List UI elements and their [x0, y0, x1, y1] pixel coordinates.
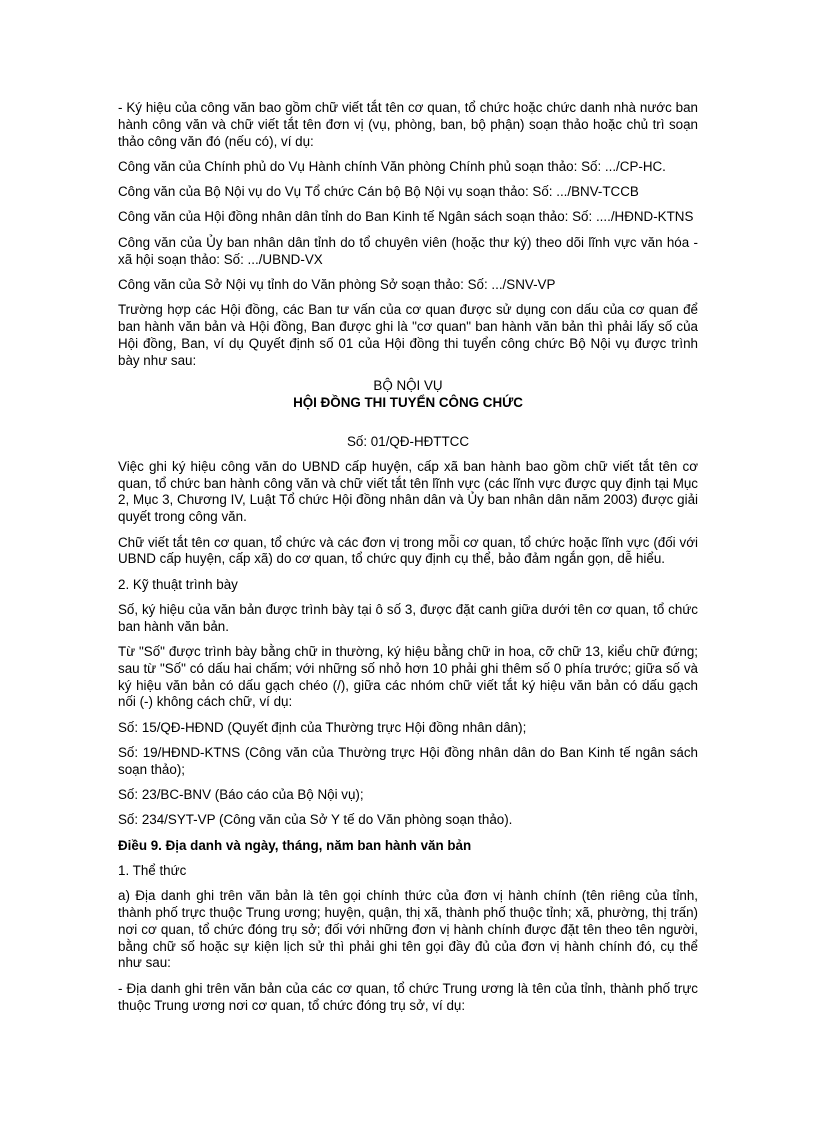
- example-line: Số: 23/BC-BNV (Báo cáo của Bộ Nội vụ);: [118, 787, 364, 803]
- paragraph: Trường hợp các Hội đồng, các Ban tư vấn của cơ quan được sử dụng con dấu của cơ quan để ban hành văn bản và Hội đồng, Ban được ghi là "cơ quan" ban hành văn bản thì phải lấy số của Hội đồng, Ban, ví dụ Quyết định số 01 của Hội đồng thi tuyển công chức Bộ Nội vụ được trình bày như sau:: [118, 302, 698, 368]
- paragraph: Từ "Số" được trình bày bằng chữ in thường, ký hiệu bằng chữ in hoa, cỡ chữ 13, kiểu chữ đứng; sau từ "Số" có dấu hai chấm; với những số nhỏ hơn 10 phải ghi thêm số 0 phía trước; giữa số và ký hiệu văn bản có dấu gạch chéo (/), giữa các nhóm chữ viết tắt ký hiệu văn bản có dấu gạch nối (-) không cách chữ, ví dụ:: [118, 644, 698, 710]
- paragraph: Công văn của Ủy ban nhân dân tỉnh do tổ chuyên viên (hoặc thư ký) theo dõi lĩnh vực văn hóa - xã hội soạn thảo: Số: .../UBND-VX: [118, 234, 698, 267]
- paragraph: a) Địa danh ghi trên văn bản là tên gọi chính thức của đơn vị hành chính (tên riêng của tỉnh, thành phố trực thuộc Trung ương; huyện, quận, thị xã, thành phố thuộc tỉnh; xã, phường, thị trấn) nơi cơ quan, tổ chức đóng trụ sở; đối với những đơn vị hành chính được đặt tên theo tên người, bằng chữ số hoặc sự kiện lịch sử thì phải ghi tên gọi đầy đủ của đơn vị hành chính đó, cụ thể như sau:: [118, 888, 698, 971]
- example-council-name: [293, 395, 523, 411]
- example-line: Số: 234/SYT-VP (Công văn của Sở Y tế do Văn phòng soạn thảo).: [118, 812, 513, 828]
- example-header-block: [118, 378, 698, 449]
- paragraph: Công văn của Sở Nội vụ tỉnh do Văn phòng Sở soạn thảo: Số: .../SNV-VP: [118, 276, 556, 292]
- paragraph: - Ký hiệu của công văn bao gồm chữ viết tắt tên cơ quan, tổ chức hoặc chức danh nhà nước ban hành công văn và chữ viết tắt tên đơn vị (vụ, phòng, ban, bộ phận) soạn thảo hoặc chủ trì soạn thảo công văn đó (nếu có), ví dụ:: [118, 100, 698, 149]
- document-page: [118, 100, 698, 1023]
- paragraph: Số, ký hiệu của văn bản được trình bày tại ô số 3, được đặt canh giữa dưới tên cơ quan, tổ chức ban hành văn bản.: [118, 601, 698, 634]
- paragraph: Việc ghi ký hiệu công văn do UBND cấp huyện, cấp xã ban hành bao gồm chữ viết tắt tên cơ quan, tổ chức ban hành công văn và chữ viết tắt tên lĩnh vực (các lĩnh vực được quy định tại Mục 2, Mục 3, Chương IV, Luật Tổ chức Hội đồng nhân dân và Ủy ban nhân dân năm 2003) được giải quyết trong công văn.: [118, 458, 698, 525]
- article-heading: Điều 9. Địa danh và ngày, tháng, năm ban hành văn bản: [118, 837, 472, 853]
- section-subheading: 1. Thể thức: [118, 863, 187, 878]
- paragraph: Chữ viết tắt tên cơ quan, tổ chức và các đơn vị trong mỗi cơ quan, tổ chức hoặc lĩnh vực (đối với UBND cấp huyện, cấp xã) do cơ quan, tổ chức quy định cụ thể, bảo đảm ngắn gọn, dễ hiểu.: [118, 534, 698, 567]
- paragraph: Công văn của Chính phủ do Vụ Hành chính Văn phòng Chính phủ soạn thảo: Số: .../CP-HC.: [118, 158, 666, 174]
- paragraph: Công văn của Hội đồng nhân dân tỉnh do Ban Kinh tế Ngân sách soạn thảo: Số: ..../HĐND-KTNS: [118, 209, 694, 225]
- example-org-name: BỘ NỘI VỤ: [373, 377, 443, 393]
- paragraph: Công văn của Bộ Nội vụ do Vụ Tổ chức Cán bộ Bộ Nội vụ soạn thảo: Số: .../BNV-TCCB: [118, 184, 639, 200]
- section-subheading: 2. Kỹ thuật trình bày: [118, 576, 238, 592]
- example-line: Số: 19/HĐND-KTNS (Công văn của Thường trực Hội đồng nhân dân do Ban Kinh tế ngân sách soạn thảo);: [118, 745, 698, 777]
- paragraph: - Địa danh ghi trên văn bản của các cơ quan, tổ chức Trung ương là tên của tỉnh, thành phố trực thuộc Trung ương nơi cơ quan, tổ chức đóng trụ sở, ví dụ:: [118, 980, 698, 1013]
- example-line: Số: 15/QĐ-HĐND (Quyết định của Thường trực Hội đồng nhân dân);: [118, 719, 527, 735]
- example-council-text: HỘI ĐỒNG THI TUYỂN CÔNG CHỨC: [293, 394, 523, 410]
- example-document-number: Số: 01/QĐ-HĐTTCC: [346, 433, 470, 449]
